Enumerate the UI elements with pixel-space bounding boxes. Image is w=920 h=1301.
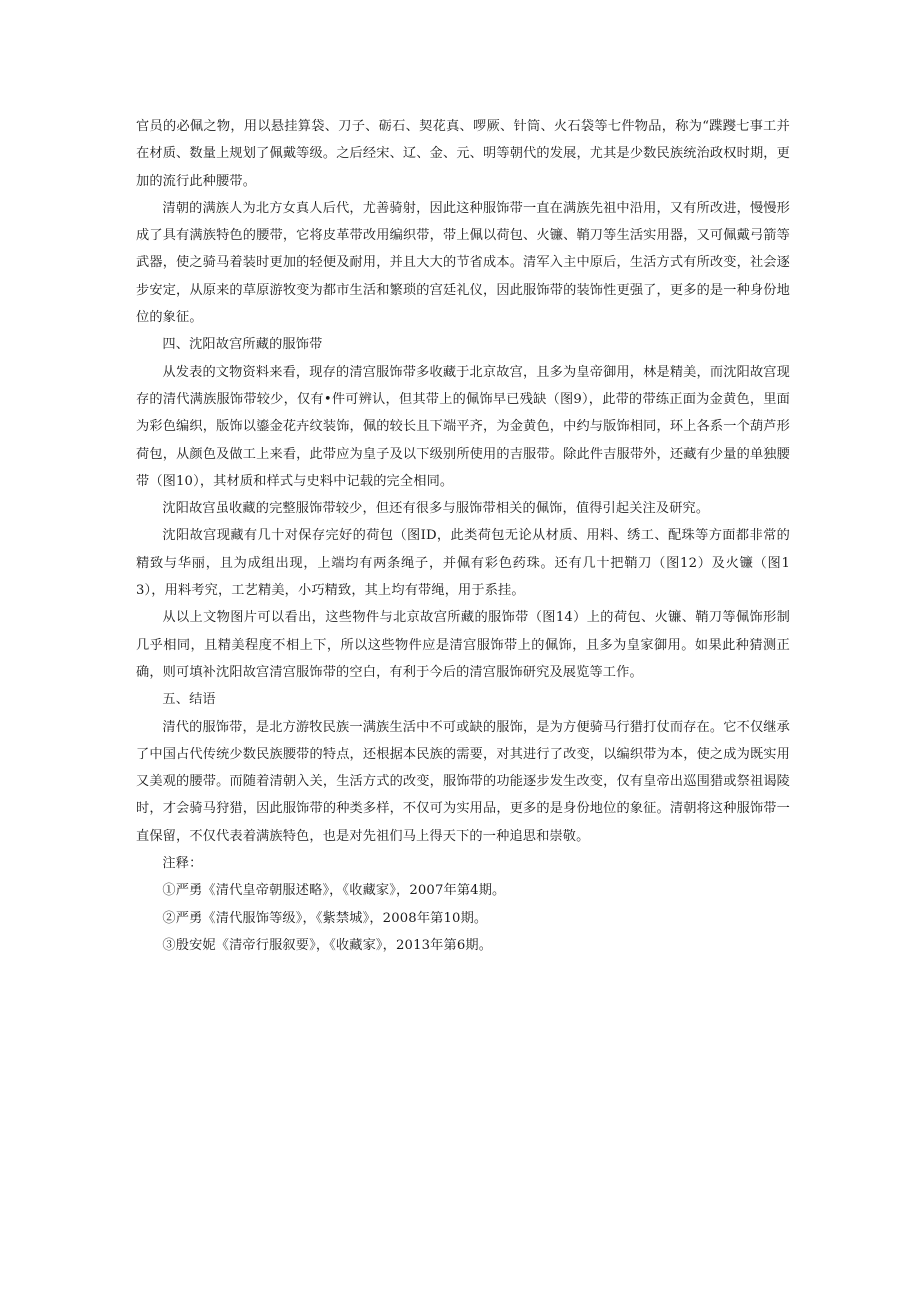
document-page [136, 113, 790, 959]
note-item-1: ①严勇《清代皇帝朝服述略》，《收藏家》，2007年第4期。 [162, 883, 506, 899]
paragraph-collection: 从发表的文物资料来看，现存的清宫服饰带多收藏于北京故宫，且多为皇帝御用，林是精美，而沈阳故宫现存的清代满族服饰带较少，仅有•件可辨认，但其带上的佩饰早已残缺（图9），此带的带练正面为金黄色，里面为彩色编织，版饰以鎏金花卉纹装饰，佩的较长且下端平齐，为金黄色，中约与版饰相同，环上各系一个葫芦形荷包，从颜色及做工上来看，此带应为皇子及以下级别所使用的吉服带。除此件吉服带外，还藏有少量的单独腰带（图10），其材质和样式与史料中记载的完全相同。 [136, 364, 790, 489]
notes-heading: 注释： [162, 856, 203, 872]
paragraph-comparison: 从以上文物图片可以看出，这些物件与北京故宫所藏的服饰带（图14）上的荷包、火镰、鞘刀等佩饰形制几乎相同，且精美程度不相上下，所以这些物件应是清宫服饰带上的佩饰，且多为皇家御用。如果此种猜测正确，则可填补沈阳故宫清宫服饰带的空白，有利于今后的清宫服饰研究及展览等工作。 [136, 610, 790, 680]
paragraph-manchu-origin: 清朝的满族人为北方女真人后代，尤善骑射，因此这种服饰带一直在满族先祖中沿用，又有所改进，慢慢形成了具有满族特色的腰带，它将皮革带改用编织带，带上佩以荷包、火镰、鞘刀等生活实用器，又可佩戴弓箭等武器，使之骑马着装时更加的轻便及耐用，并且大大的节省成本。清军入主中原后，生活方式有所改变，社会逐步安定，从原来的草原游牧变为都市生活和繁琐的宫廷礼仪，因此服饰带的装饰性更强了，更多的是一种身份地位的象征。 [136, 200, 790, 326]
paragraph-accessories: 沈阳故宫虽收藏的完整服饰带较少，但还有很多与服饰带相关的佩饰，值得引起关注及研究。 [162, 501, 710, 517]
note-item-3: ③殷安妮《清帝行服叙要》，《收藏家》，2013年第6期。 [162, 937, 493, 953]
paragraph-conclusion: 清代的服饰带，是北方游牧民族一满族生活中不可或缺的服饰，是为方便骑马行猎打仗而存在。它不仅继承了中国占代传统少数民族腰带的特点，还根据本民族的需要，对其进行了改变，以编织带为本，使之成为既实用又美观的腰带。而随着清朝入关，生活方式的改变，服饰带的功能逐步发生改变，仅有皇帝出巡围猎或祭祖谒陵时，才会骑马狩猎，因此服饰带的种类多样，不仅可为实用品，更多的是身份地位的象征。清朝将这种服饰带一直保留，不仅代表着满族特色，也是对先祖们马上得天下的一种追思和崇敬。 [136, 719, 790, 844]
paragraph-pouches: 沈阳故宫现藏有几十对保存完好的荷包（图ID，此类荷包无论从材质、用料、绣工、配珠等方面都非常的精致与华丽，且为成组出现，上端均有两条绳子，并佩有彩色药珠。还有几十把鞘刀（图12）及火镰（图13），用料考究，工艺精美，小巧精致，其上均有带绳，用于系挂。 [136, 528, 790, 599]
section-heading-5: 五、结语 [162, 692, 216, 708]
paragraph-continued: 官员的必佩之物，用以悬挂算袋、刀子、砺石、契花真、啰厥、针筒、火石袋等七件物品，称为“蹀躞七事工并在材质、数量上规划了佩戴等级。之后经宋、辽、金、元、明等朝代的发展，尤其是少数民族统治政权时期，更加的流行此种腰带。 [136, 119, 790, 189]
section-heading-4: 四、沈阳故宫所藏的服饰带 [162, 337, 323, 353]
note-item-2: ②严勇《清代服饰等级》，《紫禁城》，2008年第10期。 [162, 910, 488, 926]
